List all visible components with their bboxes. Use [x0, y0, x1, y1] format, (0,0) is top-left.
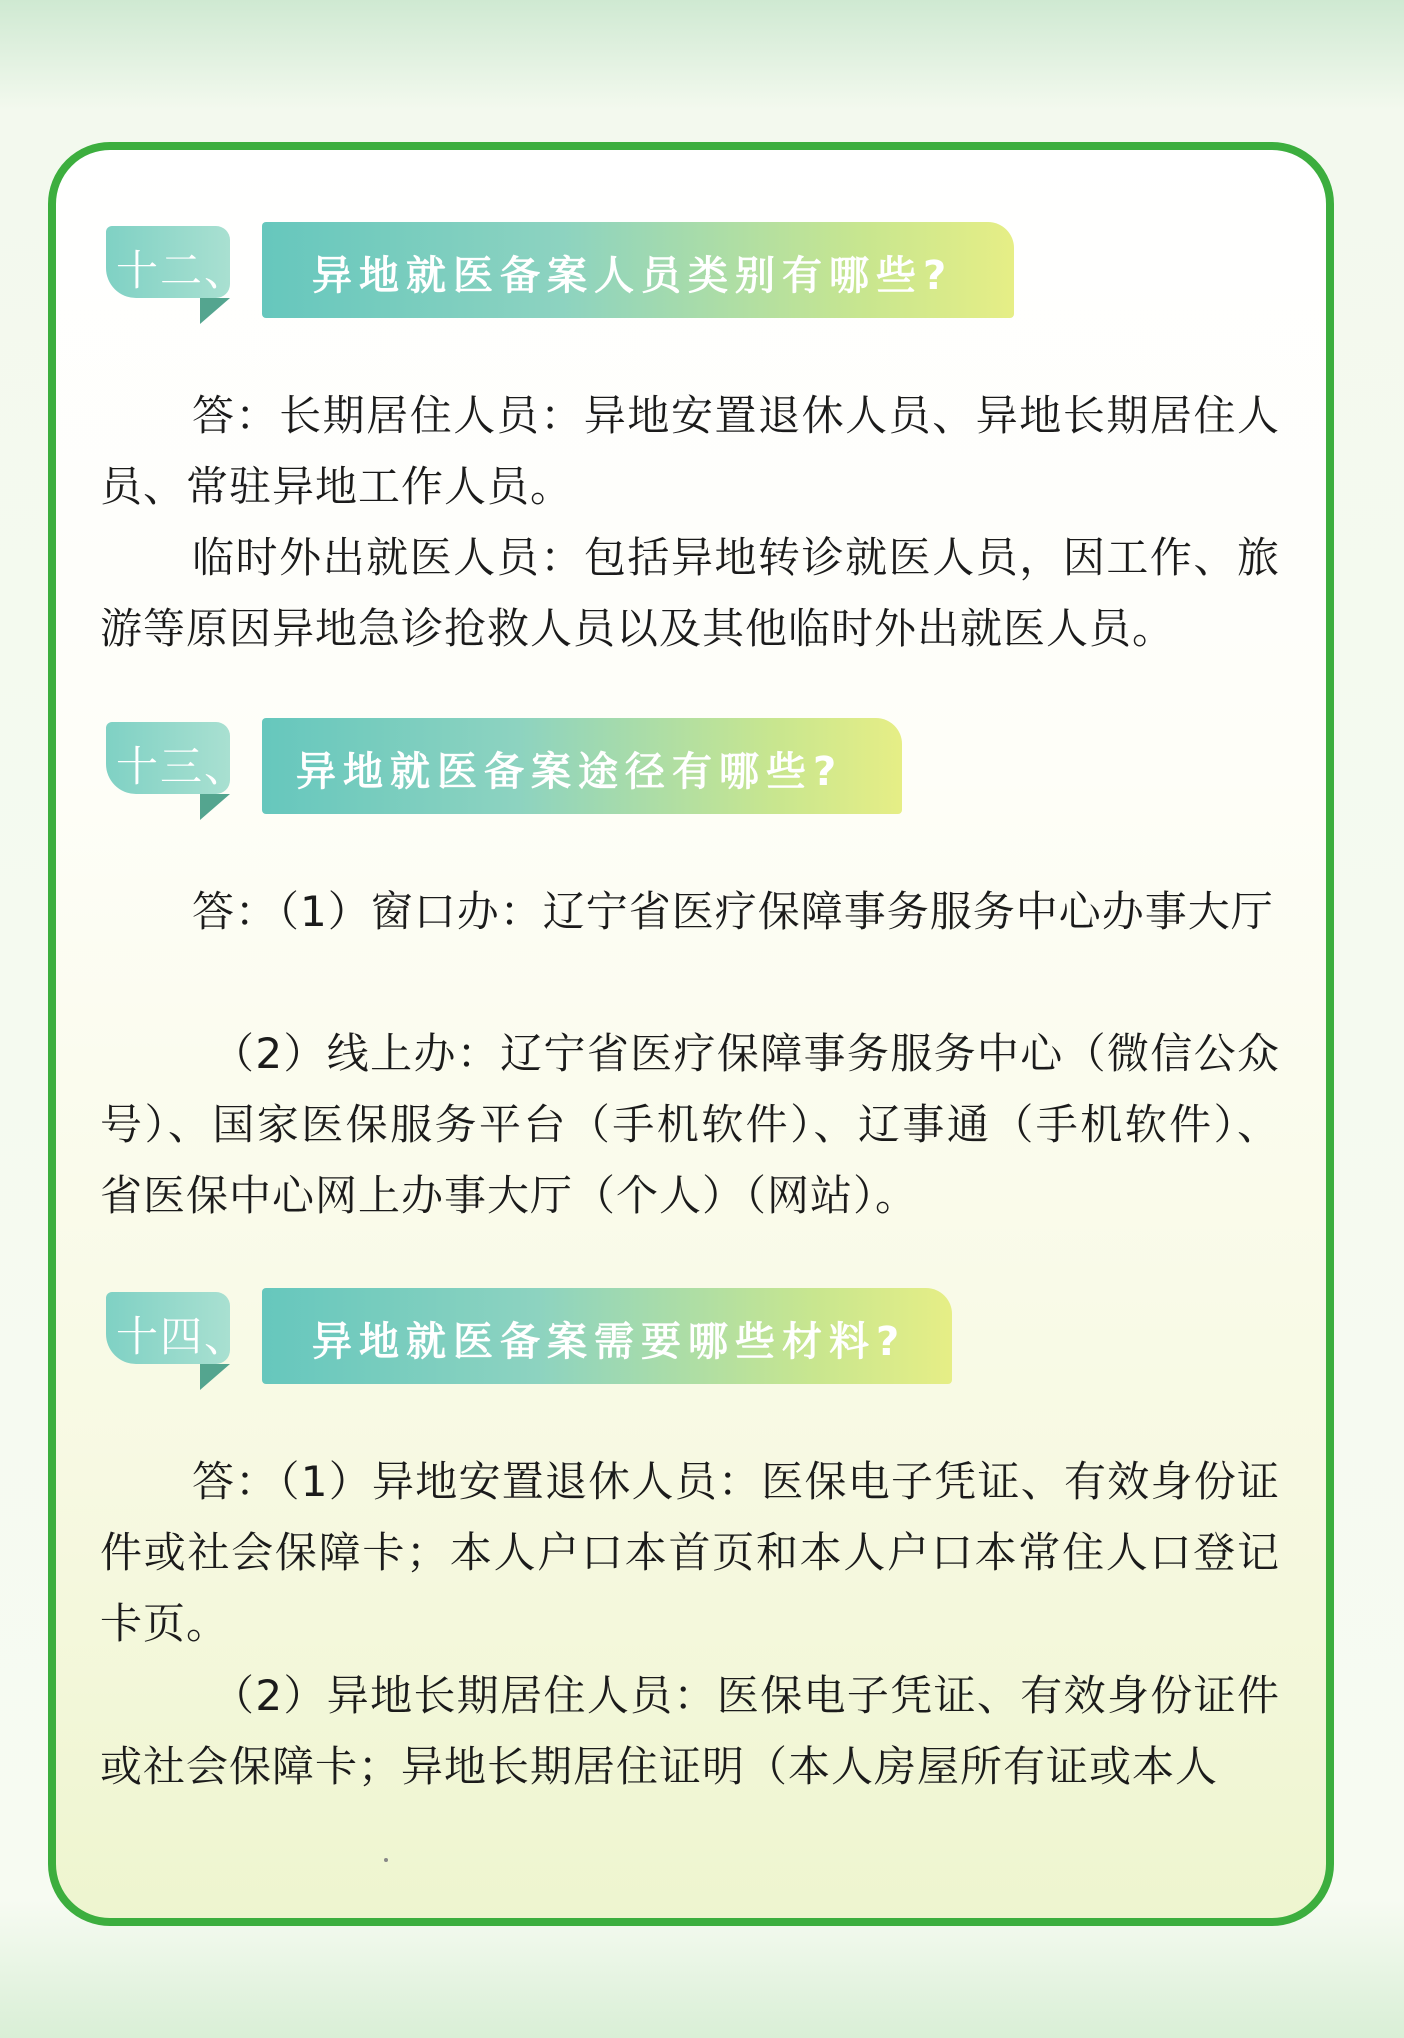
answer-paragraph: （2）异地长期居住人员：医保电子凭证、有效身份证件或社会保障卡；异地长期居住证明（本人房屋所有证或本人 [100, 1671, 1280, 1791]
section-header-13 [50, 692, 1050, 812]
answer-paragraph: （2）线上办：辽宁省医疗保障事务服务中心（微信公众号）、国家医保服务平台（手机软件）、辽事通（手机软件）、省医保中心网上办事大厅（个人）（网站）。 [100, 1029, 1280, 1220]
section-number: 十二、 [116, 246, 249, 295]
section-header-12 [50, 196, 1050, 316]
answer-paragraph: 答：（1）异地安置退休人员：医保电子凭证、有效身份证件或社会保障卡；本人户口本首页和本人户口本常住人口登记卡页。 [100, 1457, 1280, 1648]
decorative-dot [384, 1858, 388, 1862]
section-number-badge [106, 722, 249, 794]
section-number: 十四、 [116, 1312, 249, 1361]
answer-paragraph: 临时外出就医人员：包括异地转诊就医人员，因工作、旅游等原因异地急诊抢救人员以及其他临时外出就医人员。 [100, 533, 1280, 653]
section-title-bar [262, 718, 902, 814]
section-title-bar [262, 1288, 952, 1384]
section-header-14 [50, 1262, 1050, 1382]
section-number-badge [106, 1292, 249, 1364]
section-title-bar [262, 222, 1014, 318]
answer-paragraph: 答：长期居住人员：异地安置退休人员、异地长期居住人员、常驻异地工作人员。 [100, 391, 1280, 511]
section-title: 异地就医备案途径有哪些? [296, 749, 844, 795]
section-title: 异地就医备案需要哪些材料? [312, 1319, 907, 1365]
answer-paragraph: 答：（1）窗口办：辽宁省医疗保障事务服务中心办事大厅 [192, 887, 1274, 936]
section-title: 异地就医备案人员类别有哪些? [312, 253, 954, 299]
section-number-badge [106, 226, 249, 298]
section-number: 十三、 [116, 742, 249, 791]
